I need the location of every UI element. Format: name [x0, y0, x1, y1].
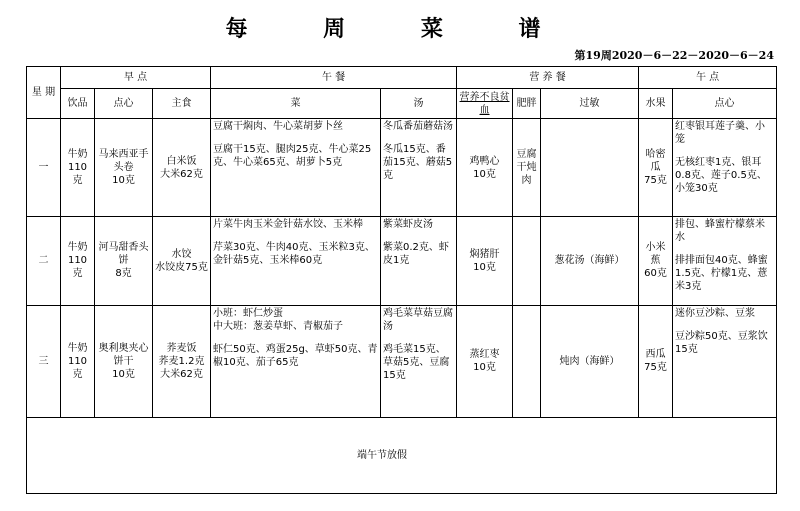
cold-cell — [513, 217, 541, 305]
holiday-note: 端午节放假 — [357, 449, 407, 461]
fruit-header: 水果 — [639, 89, 673, 119]
weekday-header: 星 期 — [27, 67, 61, 119]
drink-cell: 牛奶110克 — [61, 305, 95, 417]
week-range: 第19周2020－6－22－2020－6－24 — [574, 49, 774, 62]
afternoon-header: 午 点 — [639, 67, 777, 89]
pm-qty: 排排面包40克、蜂蜜1.5克、柠檬1克、薏米3克 — [675, 255, 768, 293]
soup-qty: 冬瓜15克、番茄15克、蘑菇5克 — [383, 144, 453, 182]
day-row — [27, 217, 777, 305]
lunch-header: 午 餐 — [211, 67, 457, 89]
drink-cell: 牛奶110克 — [61, 217, 95, 305]
soup-name: 紫菜虾皮汤 — [383, 219, 434, 231]
staple-name: 荞麦饭 — [166, 342, 197, 354]
allergy-cell: 炖肉（海鲜） — [541, 305, 639, 417]
dish-qty: 虾仁50克、鸡蛋25g、草虾50克、青椒10克、茄子65克 — [213, 343, 378, 368]
day-row — [27, 305, 777, 417]
snack-qty: 10克 — [112, 175, 135, 187]
staple-qty: 荞麦1.2克 大米62克 — [158, 355, 205, 380]
staple-qty: 大米62克 — [160, 168, 203, 180]
breakfast-header: 早 点 — [61, 67, 211, 89]
weekday-cell: 一 — [27, 119, 61, 217]
dish-name: 小班：虾仁炒蛋 中大班：葱姜草虾、青椒茄子 — [213, 307, 344, 332]
fruit-name: 西瓜 — [645, 349, 666, 361]
pm-name: 红枣银耳莲子羹、小笼 — [675, 121, 766, 146]
cold-cell — [513, 305, 541, 417]
nutrition-qty: 10克 — [473, 362, 496, 374]
pm-qty: 豆沙粽50克、豆浆饮15克 — [675, 330, 768, 355]
staple-qty: 水饺皮75克 — [155, 261, 208, 273]
soup-qty: 鸡毛菜15克、草菇5克、豆腐15克 — [383, 343, 450, 381]
dish-name: 豆腐干焖肉、牛心菜胡萝卜丝 — [213, 121, 344, 133]
cold-cell: 豆腐干炖肉 — [513, 119, 541, 217]
allergy-header: 过敏 — [541, 89, 639, 119]
allergy-cell: 葱花汤（海鲜） — [541, 217, 639, 305]
pm-snack-header: 点心 — [673, 89, 777, 119]
nutrition-name: 蒸红枣 — [469, 349, 500, 361]
nutrition-qty: 10克 — [473, 261, 496, 273]
dish-name: 片菜牛肉玉米金针菇水饺、玉米棒 — [213, 219, 364, 231]
nutrition-name: 鸡鸭心 — [469, 155, 500, 167]
soup-name: 冬瓜番茄蘑菇汤 — [383, 121, 454, 133]
pm-name: 迷你豆沙粽、豆浆 — [675, 307, 756, 319]
nutrition-qty: 10克 — [473, 168, 496, 180]
snack-qty: 10克 — [112, 368, 135, 380]
soup-name: 鸡毛菜草菇豆腐汤 — [383, 307, 454, 332]
staple-name: 白米饭 — [166, 155, 197, 167]
nutrition-header: 营 养 餐 — [457, 67, 639, 89]
fruit-qty: 75克 — [644, 362, 667, 374]
drink-cell: 牛奶110克 — [61, 119, 95, 217]
soup-header: 汤 — [381, 89, 457, 119]
snack-name: 奥利奥夹心饼干 — [98, 342, 149, 367]
page-title: 每 周 菜 谱 — [225, 16, 575, 42]
snack-qty: 8克 — [115, 268, 132, 280]
snack-name: 河马甜香头饼 — [98, 242, 149, 267]
fruit-qty: 60克 — [644, 268, 667, 280]
pm-name: 排包、蜂蜜柠檬蔡米水 — [675, 219, 766, 244]
pm-qty: 无核红枣1克、银耳0.8克、莲子0.5克、小笼30克 — [675, 157, 767, 195]
snack-header: 点心 — [95, 89, 153, 119]
staple-name: 水饺 — [171, 248, 192, 260]
staple-header: 主食 — [153, 89, 211, 119]
day-row — [27, 119, 777, 217]
drink-header: 饮品 — [61, 89, 95, 119]
cold-header: 肥胖 — [513, 89, 541, 119]
nutrition-name: 焖猪肝 — [469, 248, 500, 260]
weekday-cell: 三 — [27, 305, 61, 417]
weekday-cell: 二 — [27, 217, 61, 305]
menu-table — [26, 66, 777, 494]
dish-qty: 豆腐干15克、腿肉25克、牛心菜25克、牛心菜65克、胡萝卜5克 — [213, 144, 372, 169]
holiday-note-cell — [27, 417, 777, 493]
fruit-qty: 75克 — [644, 175, 667, 187]
fruit-name: 哈密瓜 — [645, 149, 666, 174]
fruit-name: 小米蕉 — [645, 242, 666, 267]
soup-qty: 紫菜0.2克、虾皮1克 — [383, 242, 449, 267]
dish-header: 菜 — [211, 89, 381, 119]
dish-qty: 芹菜30克、牛肉40克、玉米粒3克、金针菇5克、玉米棒60克 — [213, 242, 375, 267]
nutrition-sub-header: 营养不良贫血 — [457, 89, 513, 119]
snack-name: 马来西亚手头卷 — [98, 149, 149, 174]
allergy-cell — [541, 119, 639, 217]
